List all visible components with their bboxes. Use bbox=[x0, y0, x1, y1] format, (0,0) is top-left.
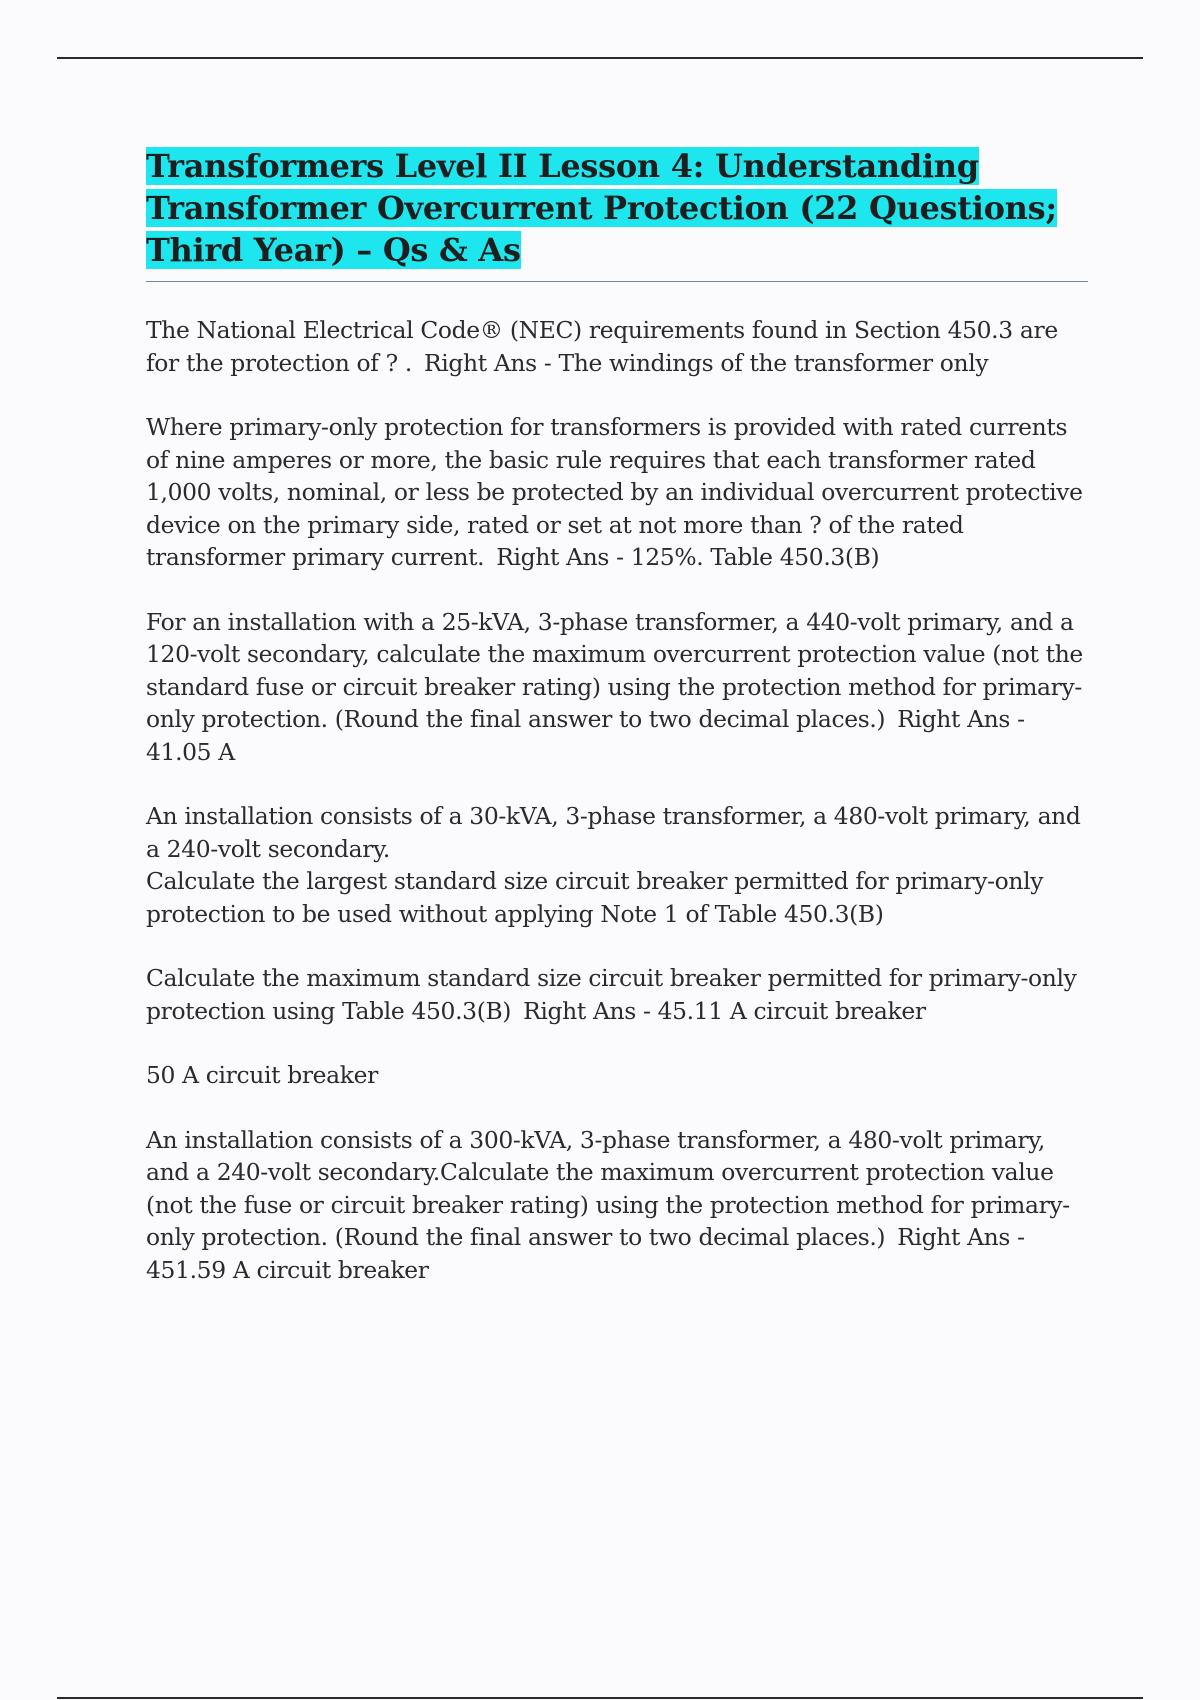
document-body bbox=[146, 145, 1090, 1286]
question-text: 50 A circuit breaker bbox=[146, 1061, 378, 1089]
qa-paragraph-4 bbox=[146, 800, 1090, 930]
qa-paragraph-7 bbox=[146, 1124, 1090, 1287]
qa-paragraph-1 bbox=[146, 314, 1090, 379]
document-title-text: Transformers Level II Lesson 4: Understanding Transformer Overcurrent Protection (22 Questions; Third Year) – Qs & As bbox=[146, 147, 1057, 269]
qa-paragraph-2 bbox=[146, 411, 1090, 574]
title-underline bbox=[146, 281, 1088, 282]
answer-text: Right Ans - 451.59 A circuit breaker bbox=[146, 1223, 1032, 1284]
qa-paragraph-3 bbox=[146, 606, 1090, 769]
answer-text: Right Ans - The windings of the transformer only bbox=[423, 348, 989, 377]
answer-text: Right Ans - 41.05 A bbox=[146, 705, 1032, 766]
document-title bbox=[146, 145, 1090, 271]
qa-paragraph-6 bbox=[146, 1059, 1090, 1092]
question-text: The National Electrical Code® (NEC) requirements found in Section 450.3 are for the protection of ? . bbox=[146, 316, 1065, 377]
question-text: Where primary-only protection for transformers is provided with rated currents of nine amperes or more, the basic rule requires that each transformer rated 1,000 volts, nominal, or less be protected by an individual overcurrent protective device on the primary side, rated or set at not more than ? of the rated transformer primary current. bbox=[146, 413, 1090, 571]
page-top-rule bbox=[57, 57, 1143, 59]
question-text: For an installation with a 25-kVA, 3-phase transformer, a 440-volt primary, and a 120-volt secondary, calculate the maximum overcurrent protection value (not the standard fuse or circuit breaker rating) using the protection method for primary-only protection. (Round the final answer to two decimal places.) bbox=[146, 607, 1090, 733]
question-text: An installation consists of a 30-kVA, 3-phase transformer, a 480-volt primary, and a 240-volt secondary. Calculate the largest standard size circuit breaker permitted for primary-only protection to be used without applying Note 1 of Table 450.3(B) bbox=[146, 802, 1081, 928]
question-text: An installation consists of a 300-kVA, 3-phase transformer, a 480-volt primary, and a 240-volt secondary.Calculate the maximum overcurrent protection value (not the fuse or circuit breaker rating) using the protection method for primary-only protection. (Round the final answer to two decimal places.) bbox=[146, 1125, 1070, 1251]
answer-text: Right Ans - 45.11 A circuit breaker bbox=[523, 996, 926, 1025]
qa-paragraph-5 bbox=[146, 962, 1090, 1027]
page-bottom-rule bbox=[57, 1697, 1143, 1699]
answer-text: Right Ans - 125%. Table 450.3(B) bbox=[496, 543, 880, 571]
question-text: Calculate the maximum standard size circuit breaker permitted for primary-only protection using Table 450.3(B) bbox=[146, 964, 1084, 1025]
